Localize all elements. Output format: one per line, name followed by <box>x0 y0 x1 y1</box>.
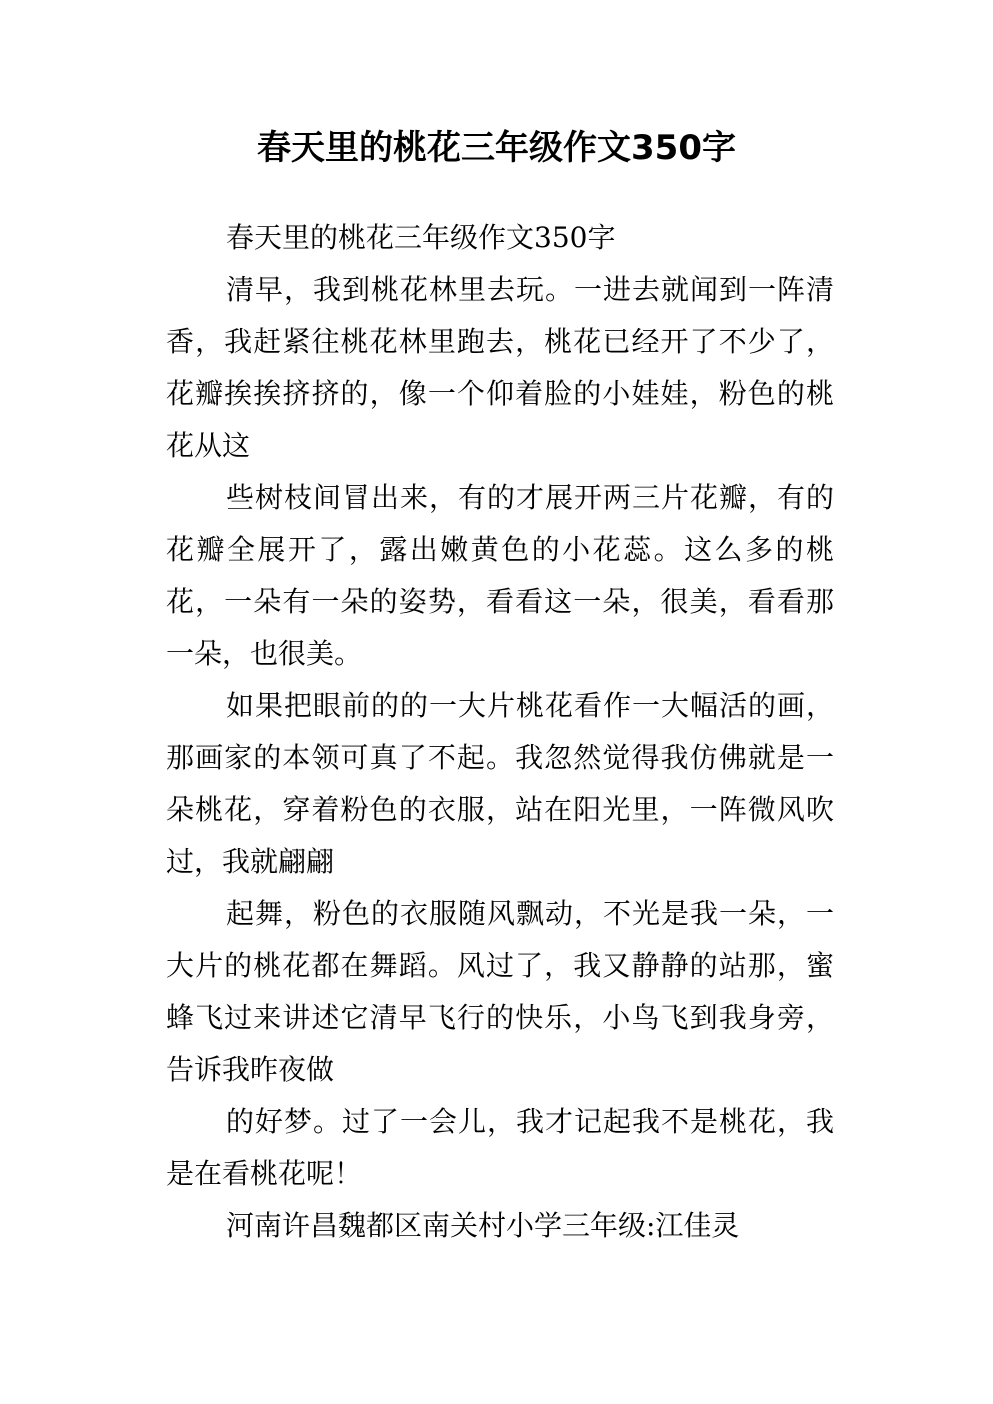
paragraph: 些树枝间冒出来，有的才展开两三片花瓣，有的花瓣全展开了，露出嫩黄色的小花蕊。这么多的桃花，一朵有一朵的姿势，看看这一朵，很美，看看那一朵，也很美。 <box>166 481 834 670</box>
document-body <box>166 212 834 1252</box>
author-line: 河南许昌魏都区南关村小学三年级:江佳灵 <box>226 1209 740 1242</box>
document-title: 春天里的桃花三年级作文350字 <box>257 128 736 168</box>
paragraph: 如果把眼前的的一大片桃花看作一大幅活的画，那画家的本领可真了不起。我忽然觉得我仿佛就是一朵桃花，穿着粉色的衣服，站在阳光里，一阵微风吹过，我就翩翩 <box>166 689 834 878</box>
paragraph: 清早，我到桃花林里去玩。一进去就闻到一阵清香，我赶紧往桃花林里跑去，桃花已经开了不少了，花瓣挨挨挤挤的，像一个仰着脸的小娃娃，粉色的桃花从这 <box>166 273 834 462</box>
paragraph: 的好梦。过了一会儿，我才记起我不是桃花，我是在看桃花呢！ <box>166 1105 834 1190</box>
paragraph-subtitle: 春天里的桃花三年级作文350字 <box>226 221 616 254</box>
paragraph: 起舞，粉色的衣服随风飘动，不光是我一朵，一大片的桃花都在舞蹈。风过了，我又静静的站那，蜜蜂飞过来讲述它清早飞行的快乐，小鸟飞到我身旁，告诉我昨夜做 <box>166 897 834 1086</box>
